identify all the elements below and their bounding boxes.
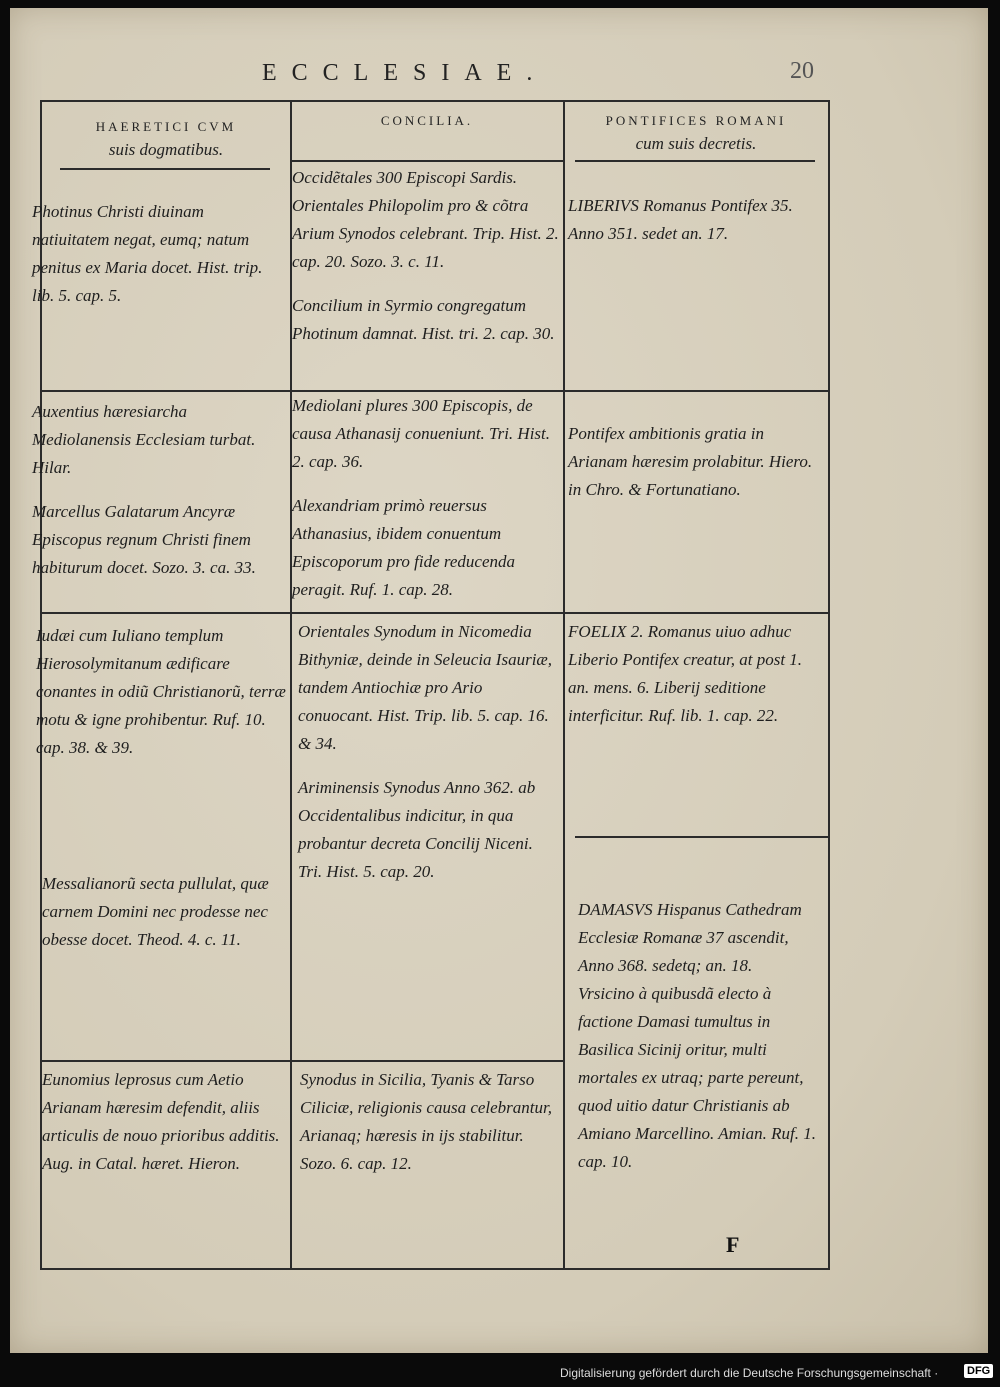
- col1-entry-text: Photinus Christi diuinam natiuitatem negat, eumq; natum penitus ex Maria docet. Hist. trip. lib. 5. cap. 5.: [32, 202, 263, 305]
- col3-row-rule: [575, 836, 830, 838]
- col1-entry-text: Marcellus Galatarum Ancyræ Episcopus regnum Christi finem habiturum docet. Sozo. 3. ca. 33.: [32, 502, 256, 577]
- signature-mark: F: [726, 1232, 740, 1257]
- digitization-credit: Digitalisierung gefördert durch die Deutsche Forschungsgemeinschaft ·: [560, 1366, 939, 1380]
- col1-entry-text: Iudæi cum Iuliano templum Hierosolymitanum ædificare conantes in odiũ Christianorũ, terræ motu & igne prohibentur. Ruf. 10. cap. 38. & 39.: [36, 626, 286, 757]
- col3-entry-text: LIBERIVS Romanus Pontifex 35. Anno 351. sedet an. 17.: [568, 196, 793, 243]
- col3-entry: [568, 618, 826, 746]
- col2-entry: [298, 618, 560, 902]
- col3-header-sub: cum suis decretis.: [635, 134, 757, 153]
- col3-entry-text: FOELIX 2. Romanus uiuo adhuc Liberio Pontifex creatur, at post 1. an. mens. 6. Liberij seditione interficitur. Ruf. lib. 1. cap. 22.: [568, 622, 803, 725]
- col3-right-rule: [828, 100, 830, 1270]
- table-top-rule: [40, 100, 830, 102]
- col1-header: [44, 118, 288, 160]
- col2-entry-text: Occidẽtales 300 Episcopi Sardis. Orientales Philopolim pro & cõtra Arium Synodos celebrant. Trip. Hist. 2. cap. 20. Sozo. 3. c. 11.: [292, 168, 559, 271]
- col3-header-caps: PONTIFICES ROMANI: [605, 113, 787, 128]
- col1-header-sub: suis dogmatibus.: [108, 140, 224, 159]
- col1-entry: [32, 198, 280, 326]
- col3-entry-text: Vrsicino à quibusdã electo à factione Damasi tumultus in Basilica Sicinij oritur, multi mortales ex utraq; parte pereunt, quod uitio datur Christianis ab Amiano Marcellino. Amian. Ruf. 1. cap. 10.: [578, 984, 816, 1171]
- col1-entry: [42, 870, 286, 970]
- col2-entry-text: Ariminensis Synodus Anno 362. ab Occidentalibus indicitur, in qua probantur decreta Concilij Niceni. Tri. Hist. 5. cap. 20.: [298, 778, 536, 881]
- col1-entry-text: Auxentius hæresiarcha Mediolanensis Ecclesiam turbat. Hilar.: [32, 402, 256, 477]
- col1-entry-text: Messalianorũ secta pullulat, quæ carnem Domini nec prodesse nec obesse docet. Theod. 4. c. 11.: [42, 874, 269, 949]
- col2-col3-rule: [563, 100, 565, 1270]
- col2-entry: [292, 164, 560, 364]
- folio-number: 20: [790, 58, 814, 84]
- col3-header-rule: [575, 160, 815, 162]
- col1-header-caps: HAERETICI CVM: [95, 119, 237, 134]
- col3-entry-text: DAMASVS Hispanus Cathedram Ecclesiæ Romanæ 37 ascendit, Anno 368. sedetq; an. 18.: [578, 900, 802, 975]
- col1-entry: [36, 622, 286, 778]
- col3-entry: [578, 896, 828, 1192]
- col2-entry-text: Concilium in Syrmio congregatum Photinum damnat. Hist. tri. 2. cap. 30.: [292, 296, 555, 343]
- col2-entry-text: Mediolani plures 300 Episcopis, de causa Athanasij conueniunt. Tri. Hist. 2. cap. 36.: [292, 396, 551, 471]
- col2-entry: [292, 392, 560, 620]
- row-rule-3: [40, 1060, 565, 1062]
- col2-entry-text: Orientales Synodum in Nicomedia Bithyniæ, deinde in Seleucia Isauriæ, tandem Antiochiæ pro Ario conuocant. Hist. Trip. lib. 5. cap. 16. & 34.: [298, 622, 553, 753]
- col2-header: [292, 112, 562, 130]
- col2-header-rule: [292, 160, 563, 162]
- col3-entry-text: Pontifex ambitionis gratia in Arianam hæresim prolabitur. Hiero. in Chro. & Fortunatiano.: [568, 424, 813, 499]
- col2-entry-text: Synodus in Sicilia, Tyanis & Tarso Ciliciæ, religionis causa celebrantur, Arianaq; hæresis in ijs stabilitur. Sozo. 6. cap. 12.: [300, 1070, 552, 1173]
- running-head: ECCLESIAE.: [262, 60, 548, 86]
- dfg-logo: DFG: [964, 1364, 993, 1378]
- col2-entry-text: Alexandriam primò reuersus Athanasius, ibidem conuentum Episcoporum pro fide reducenda peragit. Ruf. 1. cap. 28.: [292, 496, 516, 599]
- col2-entry: [300, 1066, 562, 1194]
- col1-header-rule: [60, 168, 270, 170]
- col3-entry: [568, 420, 826, 520]
- col1-entry: [42, 1066, 288, 1194]
- col3-header: [565, 112, 827, 154]
- col2-header-caps: CONCILIA.: [380, 113, 474, 128]
- table-bottom-rule: [40, 1268, 830, 1270]
- col3-entry: [568, 192, 826, 264]
- col1-entry-text: Eunomius leprosus cum Aetio Arianam hæresim defendit, aliis articulis de nouo prioribus additis. Aug. in Catal. hæret. Hieron.: [42, 1070, 280, 1173]
- col1-entry: [32, 398, 290, 598]
